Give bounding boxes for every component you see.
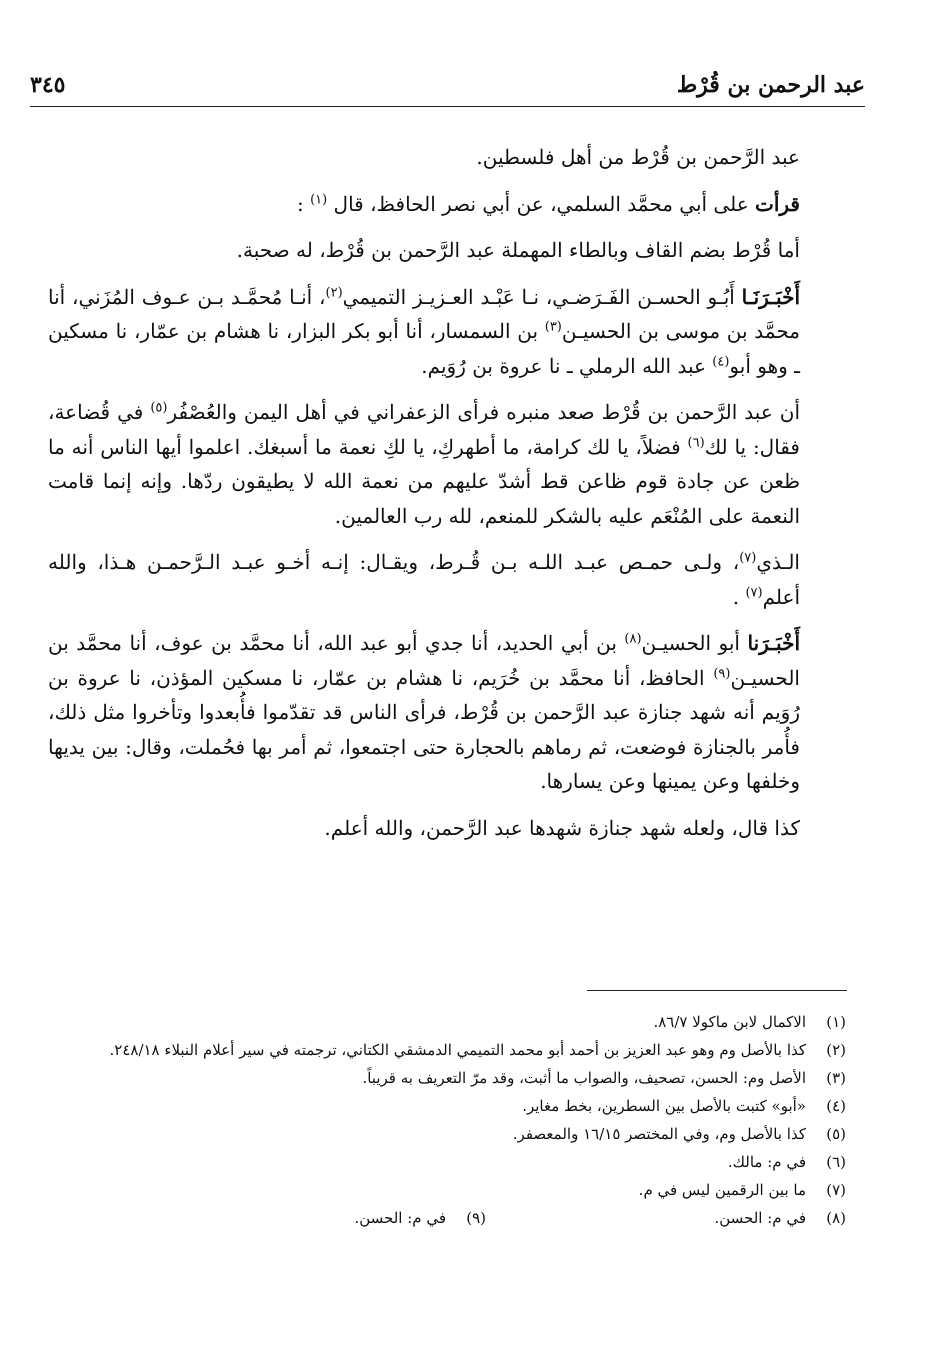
footnote-item — [486, 1204, 846, 1232]
footnote-number: (٨) — [826, 1209, 846, 1227]
paragraph-6 — [48, 545, 830, 614]
page-number: ٣٤٥ — [30, 72, 66, 98]
paragraph-7-lead: أَخْبَـرَنا — [747, 631, 800, 655]
paragraph-5-text-a: أن عبد الرَّحمن بن قُرْط صعد منبره فرأى الزعفراني في أهل اليمن والعُصْفُر — [167, 400, 800, 424]
footnote-number: (١) — [826, 1013, 846, 1031]
footnote-ref-4: (٤) — [712, 353, 730, 369]
paragraph-6-text-b: ، ولـى حمـص عبـد اللـه بـن قُـرط، ويقـال: إنـه أخـو عبـد الـرَّحمـن هـذا، والله أعلم — [48, 550, 800, 609]
paragraph-3 — [48, 233, 830, 268]
footnote-item — [56, 1064, 846, 1092]
paragraph-3-text: أما قُرْط بضم القاف وبالطاء المهملة عبد الرَّحمن بن قُرْط، له صحبة. — [236, 238, 800, 262]
paragraph-5-text-b: في قُضاعة، فقال: يا لك — [48, 400, 800, 459]
paragraph-1-text: عبد الرَّحمن بن قُرْط من أهل فلسطين. — [476, 145, 800, 169]
paragraph-4-text-c: بن السمسار، أنا أبو بكر البزار، نا هشام بن عمّار، نا مسكين ـ وهو أبو — [48, 319, 800, 378]
footnote-number: (٢) — [826, 1041, 846, 1059]
footnote-item — [56, 1092, 846, 1120]
paragraph-6-text-c: . — [732, 584, 746, 609]
footnote-text: كذا بالأصل وم وهو عبد العزيز بن أحمد أبو محمد التميمي الدمشقي الكتاني، ترجمته في سير أعلام النبلاء ٢٤٨/١٨. — [109, 1041, 806, 1059]
footnote-ref-6: (٦) — [687, 434, 705, 450]
footnote-ref-3: (٣) — [544, 319, 562, 335]
paragraph-2-text-a: على أبي محمَّد السلمي، عن أبي نصر الحافظ، قال — [327, 191, 756, 216]
footnote-pair — [56, 1204, 846, 1232]
paragraph-4 — [48, 280, 830, 384]
paragraph-2-lead: قرأت — [755, 191, 800, 216]
footnote-number: (٦) — [826, 1153, 846, 1171]
footnote-ref-7: (٧) — [739, 550, 757, 566]
paragraph-6-text-a: الـذي — [756, 550, 800, 574]
footnote-ref-8: (٨) — [624, 631, 642, 647]
footnotes — [56, 1008, 846, 1232]
footnote-number: (٩) — [466, 1209, 486, 1227]
paragraph-2 — [48, 187, 830, 222]
paragraph-7 — [48, 626, 830, 799]
footnote-ref-1: (١) — [310, 191, 328, 207]
page-header — [30, 72, 865, 107]
footnote-text: في م: الحسن. — [714, 1209, 806, 1227]
paragraph-7-text-b: بن أبي الحديد، أنا جدي أبو عبد الله، أنا محمَّد بن عوف، أنا محمَّد بن الحسيـن — [48, 631, 800, 690]
paragraph-1 — [48, 140, 830, 175]
paragraph-5-text-c: فضلاً، يا لك كرامة، ما أطهركِ، يا لكِ نعمة ما أسبغك. اعلموا أيها الناس أنه ما ظعن عن جادة قوم ظاعن قط أشدّ عليهم من نعمة الله لا يطيقون ردّها. وإنه إنما قامت النعمة على المُنْعَم عليه بالشكر للمنعم، لله رب العالمين. — [48, 434, 800, 528]
footnote-ref-5: (٥) — [150, 400, 168, 416]
footnote-item — [56, 1120, 846, 1148]
footnote-text: ما بين الرقمين ليس في م. — [638, 1181, 806, 1199]
footnote-item — [56, 1176, 846, 1204]
paragraph-7-text-c: الحافظ، أنا محمَّد بن خُرَيم، نا هشام بن عمّار، نا مسكين المؤذن، نا عروة بن رُوَيم أنه شهد جنازة عبد الرَّحمن بن قُرْط، فرأى الناس قد تقدّموا فأُبعدوا وتأخروا مثل ذلك، فأُمر بالجنازة فوضعت، ثم رماهم بالحجارة حتى اجتمعوا، ثم أمر بها فحُملت، وقال: بين يديها وخلفها وعن يمينها وعن يسارها. — [48, 665, 800, 793]
paragraph-4-text-a: أَبُـو الحسـن الفَـرَضـي، نـا عَبْـد العـزيـز التميمي — [342, 284, 742, 309]
footnote-item — [56, 1148, 846, 1176]
footnote-text: في م: مالك. — [727, 1153, 806, 1171]
footnote-text: الأصل وم: الحسن، تصحيف، والصواب ما أثبت، وقد مرّ التعريف به قريباً. — [362, 1069, 806, 1087]
footnote-text: كذا بالأصل وم، وفي المختصر ١٦/١٥ والمعصفر. — [512, 1125, 806, 1143]
paragraph-7-text-a: أبو الحسيـن — [641, 631, 748, 655]
paragraph-4-text-b: ، أنـا مُحمَّـد بـن عـوف المُزَني، أنا محمَّد بن موسى بن الحسيـن — [48, 284, 800, 343]
footnote-item — [126, 1204, 486, 1232]
footnote-text: في م: الحسن. — [354, 1209, 446, 1227]
footnote-number: (٤) — [826, 1097, 846, 1115]
paragraph-4-lead: أَخْبَـرَنَـا — [741, 284, 801, 309]
main-text — [48, 140, 830, 857]
paragraph-5 — [48, 395, 830, 533]
paragraph-4-text-d: عبد الله الرملي ـ نا عروة بن رُوَيم. — [421, 353, 713, 378]
footnote-ref-7b: (٧) — [745, 584, 763, 600]
footnote-item — [56, 1036, 846, 1064]
footnote-ref-2: (٢) — [325, 284, 343, 300]
footnote-text: «أبو» كتبت بالأصل بين السطرين، بخط مغاير. — [522, 1097, 806, 1115]
paragraph-8-text: كذا قال، ولعله شهد جنازة شهدها عبد الرَّحمن، والله أعلم. — [324, 815, 800, 840]
paragraph-2-text-b: : — [296, 191, 311, 216]
footnote-text: الاكمال لابن ماكولا ٨٦/٧. — [653, 1013, 806, 1031]
footnote-ref-9: (٩) — [713, 665, 731, 681]
footnote-number: (٧) — [826, 1181, 846, 1199]
footnote-separator — [587, 990, 847, 991]
footnote-number: (٣) — [826, 1069, 846, 1087]
running-title: عبد الرحمن بن قُرْط — [676, 72, 865, 98]
paragraph-8 — [48, 811, 830, 846]
footnote-number: (٥) — [826, 1125, 846, 1143]
footnote-item — [56, 1008, 846, 1036]
